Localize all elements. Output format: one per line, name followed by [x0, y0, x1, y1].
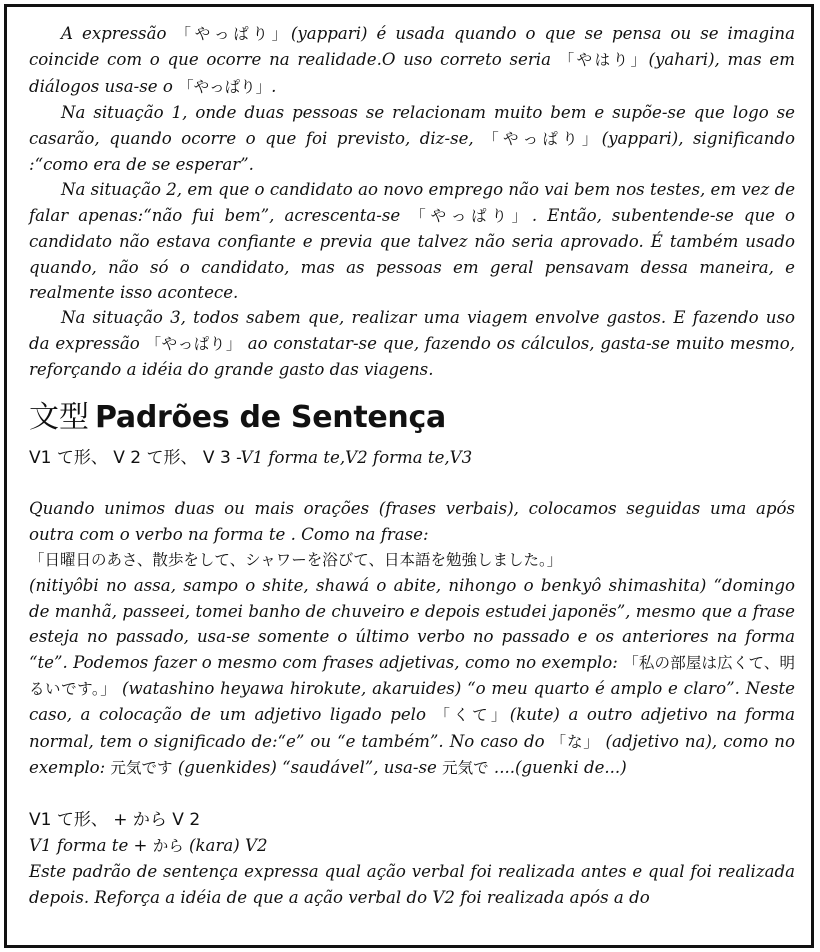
page-frame [4, 4, 814, 948]
document-text [29, 21, 795, 910]
pattern-2-japanese: V1 て形、 + から V 2 [29, 809, 201, 830]
section-heading [29, 397, 795, 439]
section-heading-kanji: 文型 [29, 399, 89, 435]
paragraph-yappari-intro: A expressão 「やっぱり」(yappari) é usada quando o que se pensa ou se imagina coincide com o que ocorre na realidade.O uso correto seria 「やはり」(yahari), mas em diálogos usa-se o 「やっぱり」. [29, 24, 795, 96]
section-heading-title: Padrões de Sentença [95, 399, 446, 435]
paragraph-situation-1: Na situação 1, onde duas pessoas se relacionam muito bem e supõe-se que logo se casarão, quando ocorre o que foi previsto, diz-se, 「やっぱり」(yappari), significando :“como era de se esperar”. [29, 103, 795, 175]
paragraph-situation-2: Na situação 2, em que o candidato ao novo emprego não vai bem nos testes, em vez de falar apenas:“não fui bem”, acrescenta-se 「やっぱり」. Então, subentende-se que o candidato não estava confiante e previa que talvez não seria aprovado. É também usado quando, não só o candidato, mas as pessoas em geral pensavam dessa maneira, e realmente isso acontece. [29, 180, 796, 303]
paragraph-te-form: Quando unimos duas ou mais orações (frases verbais), colocamos seguidas uma após outra com o verbo na forma te . Como na frase: 「日曜日のあさ、散歩をして、シャワーを浴びて、日本語を勉強しました。」 (nitiyôbi no assa, sampo o shite, shawá o abite, nihongo o benkyô shimashita) “domingo de manhã, passeei, tomei banho de chuveiro e depois estudei japonës”, mesmo que a frase esteja no passado, usa-se somente o último verbo no passado e os anteriores na forma “te”. Podemos fazer o mesmo com frases adjetivas, como no exemplo: 「私の部屋は広くて、明るいです。」 (watashino heyawa hirokute, akaruides) “o meu quarto é amplo e claro”. Neste caso, a colocação de um adjetivo ligado pelo 「くて」(kute) a outro adjetivo na forma normal, tem o significado de:“e” ou “e também”. No caso do 「な」 (adjetivo na), como no exemplo: 元気です (guenkides) “saudável”, usa-se 元気で ....(guenki de...) [29, 499, 795, 778]
pattern-2-description: V1 forma te + から (kara) V2 [29, 835, 268, 855]
pattern-1: V1 て形、 V 2 て形、 V 3 -V1 forma te,V2 forma te,V3 [29, 447, 473, 468]
paragraph-situation-3: Na situação 3, todos sabem que, realizar uma viagem envolve gastos. E fazendo uso da expressão 「やっぱり」 ao constatar-se que, fazendo os cálculos, gasta-se muito mesmo, reforçando a idéia do grande gasto das viagens. [29, 308, 795, 380]
paragraph-kara: Este padrão de sentença expressa qual ação verbal foi realizada antes e qual foi realizada depois. Reforça a idéia de que a ação verbal do V2 foi realizada após a do [29, 862, 795, 907]
spacer [29, 471, 795, 496]
spacer [29, 782, 795, 807]
